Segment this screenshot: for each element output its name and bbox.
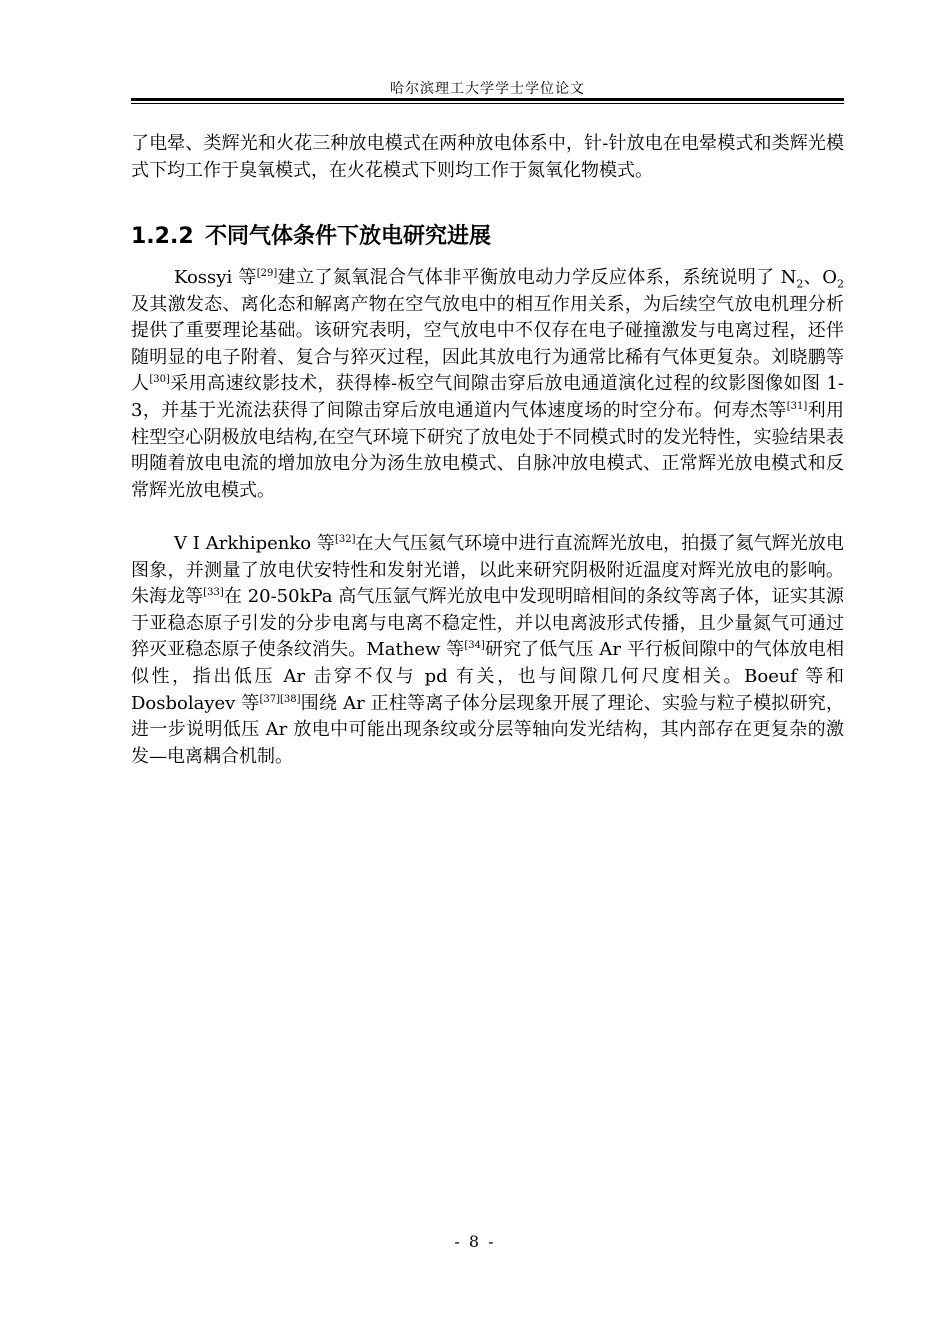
- paragraph-1-text-2: 建立了氮氧混合气体非平衡放电动力学反应体系，系统说明了 N: [277, 267, 797, 288]
- citation-37-38: [37][38]: [259, 693, 301, 705]
- paragraph-intro: 了电晕、类辉光和火花三种放电模式在两种放电体系中，针-针放电在电晕模式和类辉光模式下均工作于臭氧模式，在火花模式下则均工作于氮氧化物模式。: [131, 133, 844, 181]
- section-heading: [131, 222, 844, 252]
- header-rule: [131, 98, 844, 104]
- header-rule-thin-line: [131, 103, 844, 104]
- paragraph-2-text-4: 研究了低气压 Ar 平行板间隙中的气体放电相似性，指出低压 Ar 击穿不仅与 pd 有关，也与间隙几何尺度相关。Boeuf 等和 Dosbolayev 等: [131, 639, 844, 714]
- citation-30: [30]: [149, 374, 170, 386]
- citation-34: [34]: [464, 640, 485, 652]
- paragraph-2-text-2: 在大气压氦气环境中进行直流辉光放电，拍摄了氦气辉光放电图象，并测量了放电伏安特性和发射光谱，以此来研究阴极附近温度对辉光放电的影响。朱海龙等: [131, 533, 844, 608]
- paragraph-2-text-5: 围绕 Ar 正柱等离子体分层现象开展了理论、实验与粒子模拟研究，进一步说明低压 Ar 放电中可能出现条纹或分层等轴向发光结构，其内部存在更复杂的激发—电离耦合机制。: [131, 692, 844, 767]
- section-number: 1.2.2: [131, 224, 194, 249]
- paragraph-2-text-1: V I Arkhipenko 等: [174, 533, 336, 554]
- paragraph-2: [131, 531, 844, 770]
- paragraph-1-text-6: 利用柱型空心阴极放电结构,在空气环境下研究了放电处于不同模式时的发光特性，实验结果表明随着放电电流的增加放电分为汤生放电模式、自脉冲放电模式、正常辉光放电模式和反常辉光放电模式。: [131, 399, 845, 501]
- paragraph-1-text-4: 及其激发态、离化态和解离产物在空气放电中的相互作用关系，为后续空气放电机理分析提供了重要理论基础。该研究表明，空气放电中不仅存在电子碰撞激发与电离过程，还伴随明显的电子附着、复合与猝灭过程，因此其放电行为通常比稀有气体更复杂。刘晓鹏等人: [131, 293, 844, 395]
- paragraph-1-text-5: 采用高速纹影技术，获得棒-板空气间隙击穿后放电通道演化过程的纹影图像如图 1-3，并基于光流法获得了间隙击穿后放电通道内气体速度场的时空分布。何寿杰等: [131, 373, 844, 421]
- paragraph-1: [131, 265, 844, 504]
- subscript-o2: 2: [836, 277, 844, 291]
- paragraph-2-text-3: 在 20-50kPa 高气压氩气辉光放电中发现明暗相间的条纹等离子体，证实其源于亚稳态原子引发的分步电离与电离不稳定性，并以电离波形式传播，且少量氮气可通过猝灭亚稳态原子使条纹消失。Mathew 等: [131, 586, 844, 661]
- subscript-n2: 2: [796, 277, 804, 291]
- paragraph-1-text-1: Kossyi 等: [174, 267, 257, 288]
- citation-31: [31]: [786, 400, 808, 412]
- header-rule-thick-line: [131, 98, 844, 101]
- running-header: 哈尔滨理工大学学士学位论文: [390, 81, 585, 97]
- citation-32: [32]: [335, 534, 356, 545]
- section-title: 不同气体条件下放电研究进展: [205, 224, 492, 249]
- paragraph-1-text-3: 、O: [803, 267, 837, 288]
- page-number: - 8 -: [454, 1232, 496, 1251]
- citation-29: [29]: [256, 268, 278, 279]
- citation-33: [33]: [203, 587, 224, 599]
